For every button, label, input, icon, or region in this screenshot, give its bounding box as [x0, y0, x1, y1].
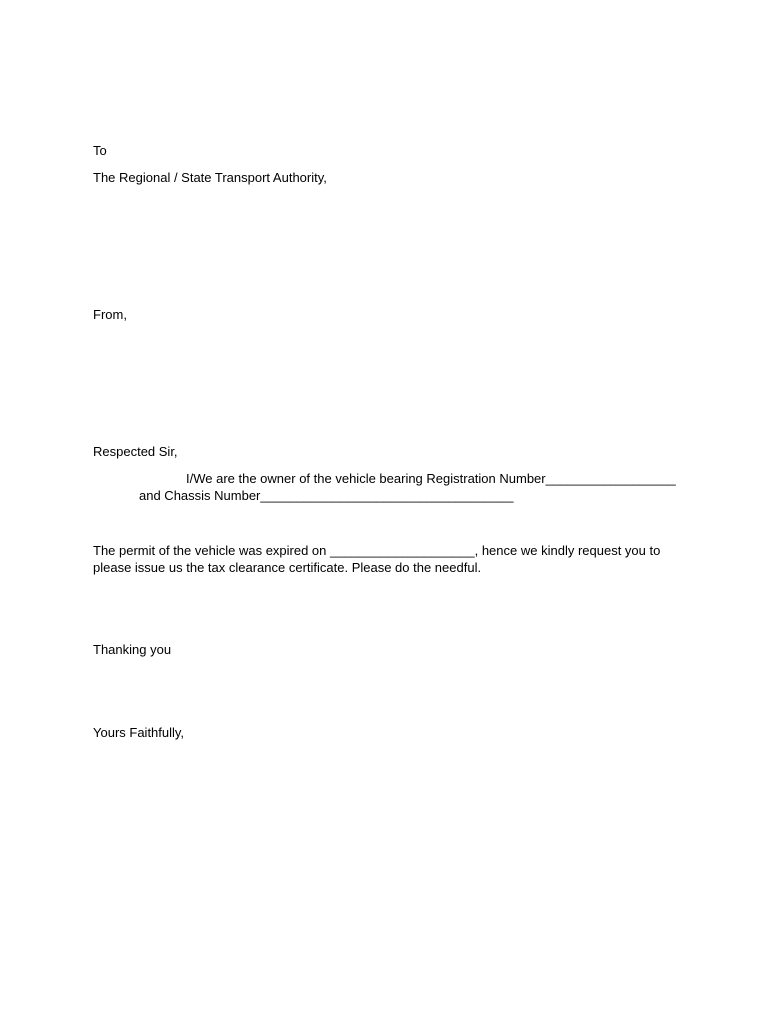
closing-line: Yours Faithfully, — [93, 725, 185, 740]
from-label: From, — [93, 307, 127, 322]
recipient-authority: The Regional / State Transport Authority, — [93, 170, 327, 185]
salutation: Respected Sir, — [93, 444, 178, 459]
ownership-line-1: I/We are the owner of the vehicle bearing Registration Number__________________ — [186, 471, 676, 486]
thanks-line: Thanking you — [93, 642, 172, 657]
permit-line-2: please issue us the tax clearance certificate. Please do the needful. — [93, 560, 482, 575]
permit-line-1: The permit of the vehicle was expired on ____________________, hence we kindly request you to — [93, 543, 661, 558]
to-label: To — [93, 143, 107, 158]
ownership-line-2: and Chassis Number___________________________________ — [139, 488, 514, 503]
